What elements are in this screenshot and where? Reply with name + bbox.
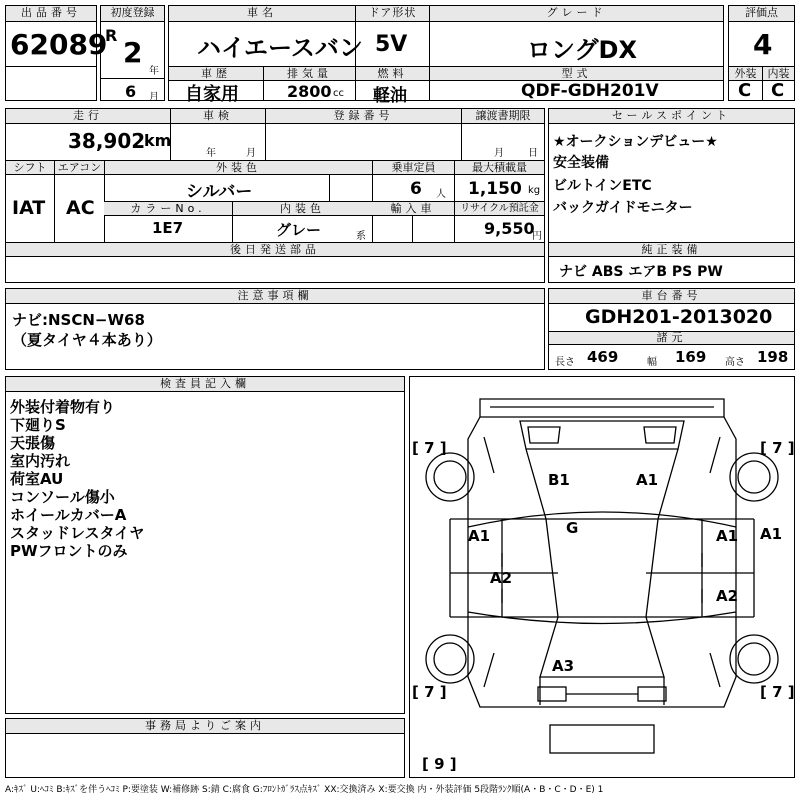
lot-number: 62089 (10, 28, 108, 61)
damage-mark: A3 (552, 657, 575, 675)
exterior-grade: C (738, 80, 752, 101)
spare-tire: [ 9 ] (422, 755, 457, 773)
body-outline (480, 399, 724, 417)
tire-front-left: [ 7 ] (412, 439, 447, 457)
model-label: 型式 (429, 67, 723, 81)
grade-label: グレード (429, 6, 723, 22)
car-diagram-box (409, 376, 795, 778)
load-label: 最大積載量 (454, 161, 544, 175)
tire-rear-left: [ 7 ] (412, 683, 447, 701)
damage-mark: A1 (636, 471, 659, 489)
note-line: （夏タイヤ４本あり） (12, 331, 162, 349)
color-no-value: 1E7 (152, 219, 184, 237)
inspector-line: 下廻りS (10, 416, 66, 434)
inspector-box (5, 376, 405, 714)
history-label: 車歴 (169, 67, 263, 81)
reg-month: 6 (125, 82, 137, 101)
damage-mark: B1 (548, 471, 570, 489)
inspection-label: 車検 (170, 109, 265, 124)
interior-color-label: 内装色 (232, 202, 372, 216)
mileage-value: 38,902 (68, 129, 146, 153)
recycle-label: リサイクル預託金 (454, 202, 544, 216)
damage-mark: A1 (760, 525, 783, 543)
inspector-line: 荷室AU (10, 470, 64, 488)
sales-item: ★オークションデビュー★ (553, 134, 718, 150)
transfer-label: 譲渡書期限 (461, 109, 544, 124)
month-unit: 月 (149, 92, 159, 103)
sales-item: 安全装備 (553, 155, 609, 171)
width-value: 169 (675, 348, 707, 366)
recycle-unit: 円 (532, 231, 542, 242)
first-reg-box (100, 5, 165, 101)
history-value: 自家用 (185, 84, 239, 105)
color-value: シルバー (186, 182, 253, 202)
regno-label: 登録番号 (265, 109, 461, 124)
interior-color-unit: 系 (356, 231, 366, 242)
legend-text: A:ｷｽﾞ U:ﾍｺﾐ B:ｷｽﾞを伴うﾍｺﾐ P:要塗装 W:補修跡 S:錆 C:腐食 G:ﾌﾛﾝﾄｶﾞﾗｽ点ｷｽﾞ XX:交換済み X:要交換 内・外装評価 5段階ﾗﾝｸ順(A・B・C・D・E) 1 (5, 785, 604, 795)
fuel-value: 軽油 (373, 86, 407, 106)
ac-label: エアコン (54, 161, 104, 175)
later-parts-label: 後日発送部品 (6, 243, 544, 257)
grade-value: ロングDX (527, 36, 637, 64)
shift-value: IAT (12, 197, 46, 219)
car-name: ハイエースバン (197, 34, 363, 62)
genuine-value: ナビ ABS エアB PS PW (559, 264, 723, 280)
lot-box (5, 5, 108, 101)
capacity-value: 6 (410, 179, 422, 199)
exterior-label: 外装 (729, 67, 762, 81)
insp-month-unit: 月 (246, 148, 256, 159)
notes-label: 注意事項欄 (6, 289, 544, 304)
capacity-label: 乗車定員 (372, 161, 454, 175)
displacement-label: 排気量 (263, 67, 355, 81)
door-value: 5V (375, 32, 408, 57)
displacement-unit: cc (333, 88, 344, 99)
office-box (5, 718, 405, 778)
dims-label: 諸元 (549, 332, 794, 345)
inspector-line: 外装付着物有り (10, 398, 116, 416)
capacity-unit: 人 (436, 189, 446, 200)
transfer-day: 日 (528, 148, 538, 159)
inspector-line: スタッドレスタイヤ (10, 524, 145, 542)
interior-grade: C (771, 80, 785, 101)
import-label: 輸入車 (372, 202, 454, 216)
sales-label: セールスポイント (549, 109, 794, 124)
damage-mark: G (566, 519, 579, 537)
lot-label: 出品番号 (6, 6, 96, 22)
score-label: 評価点 (729, 6, 794, 22)
load-unit: kg (528, 185, 541, 196)
model-value: QDF-GDH201V (521, 81, 659, 101)
genuine-label: 純正装備 (549, 243, 794, 257)
first-reg-label: 初度登録 (101, 6, 164, 22)
sales-point-box (548, 108, 795, 283)
length-label: 長さ (555, 357, 575, 368)
vehicle-details-box (5, 108, 545, 283)
interior-label: 内装 (762, 67, 794, 81)
damage-mark: A2 (716, 587, 739, 605)
tire-front-right: [ 7 ] (760, 439, 795, 457)
fuel-label: 燃料 (355, 67, 429, 81)
inspector-line: 室内汚れ (10, 452, 71, 470)
mileage-unit: km (144, 131, 172, 150)
length-value: 469 (587, 348, 619, 366)
door-label: ドア形状 (355, 6, 429, 22)
recycle-value: 9,550 (484, 219, 535, 238)
score-box (728, 5, 795, 101)
car-info-box (168, 5, 724, 106)
ac-value: AC (66, 197, 95, 219)
interior-color-value: グレー (276, 221, 322, 239)
color-no-label: カラーNo. (104, 202, 232, 216)
transfer-month: 月 (494, 148, 504, 159)
load-value: 1,150 (468, 179, 522, 199)
reg-year: 2 (123, 36, 143, 69)
inspector-line: PWフロントのみ (10, 542, 128, 560)
score-value: 4 (753, 28, 773, 61)
office-label: 事務局よりご案内 (6, 719, 404, 734)
damage-mark: A1 (468, 527, 491, 545)
chassis-box (548, 288, 795, 370)
note-line: ナビ:NSCN−W68 (12, 311, 145, 329)
insp-year-unit: 年 (206, 148, 216, 159)
color-label: 外装色 (104, 161, 372, 175)
shift-label: シフト (6, 161, 54, 175)
car-diagram (410, 377, 794, 777)
inspector-label: 検査員記入欄 (6, 377, 404, 392)
era-letter: R (105, 26, 118, 45)
mileage-label: 走行 (6, 109, 170, 124)
sales-item: バックガイドモニター (553, 200, 693, 216)
displacement-value: 2800 (287, 82, 332, 101)
damage-mark: A1 (716, 527, 739, 545)
car-name-label: 車名 (169, 6, 355, 22)
chassis-label: 車台番号 (549, 289, 794, 304)
sales-item: ビルトインETC (553, 178, 652, 194)
chassis-number: GDH201-2013020 (585, 306, 773, 328)
inspector-line: 天張傷 (10, 434, 56, 452)
inspector-line: コンソール傷小 (10, 488, 115, 506)
year-unit: 年 (149, 66, 159, 77)
height-label: 高さ (725, 357, 745, 368)
damage-mark: A2 (490, 569, 513, 587)
inspector-line: ホイールカバーA (10, 506, 127, 524)
height-value: 198 (757, 348, 789, 366)
width-label: 幅 (647, 357, 657, 368)
tire-rear-right: [ 7 ] (760, 683, 795, 701)
notes-box (5, 288, 545, 370)
